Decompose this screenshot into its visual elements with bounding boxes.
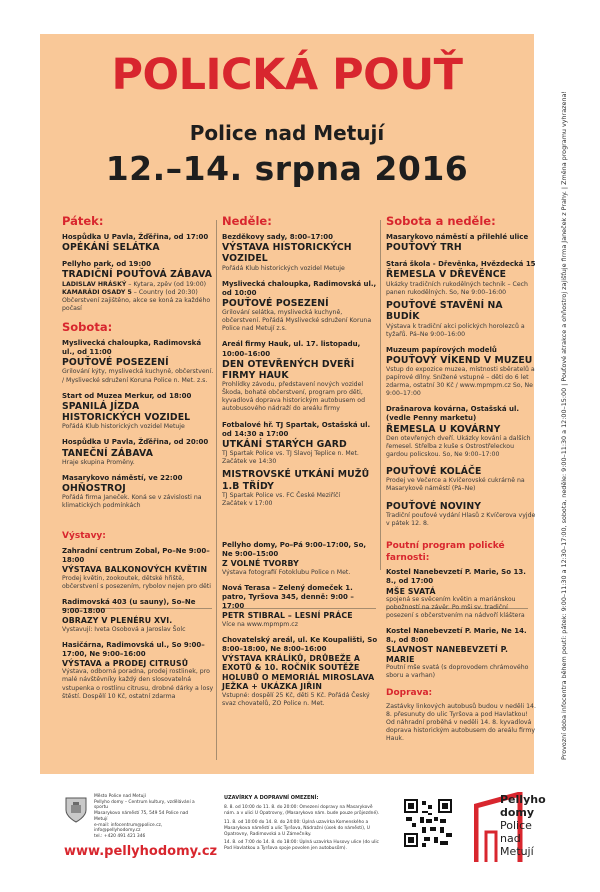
match-teams: TJ Spartak Police vs. FC České Meziříčí <box>222 491 341 499</box>
event-date: 12.–14. srpna 2016 <box>105 149 469 188</box>
event-name: UTKÁNÍ STARÝCH GARD <box>222 438 347 450</box>
event-location: Start od Muzea Merkur, od 18:00 <box>62 391 192 400</box>
column-weekend <box>386 214 536 744</box>
event-location: Zahradní centrum Zobal, Po–Ne 9:00–18:00 <box>62 547 210 565</box>
event-name: TANEČNÍ ZÁBAVA <box>62 447 153 459</box>
footer <box>0 782 600 892</box>
event-name: VÝSTAVA a PRODEJ CITRUSŮ <box>62 658 189 668</box>
event-item <box>62 641 216 701</box>
event-item <box>222 584 378 629</box>
event-description: Občerstvení zajištěno, akce se koná za každého počasí <box>62 296 211 312</box>
event-location: Stará škola - Dřevěnka, Hvězdecká 15 <box>386 260 536 269</box>
event-item <box>62 233 216 253</box>
match-teams: TJ Spartak Police vs. TJ Slavoj Teplice n. Met. <box>222 450 359 458</box>
event-item <box>62 339 216 385</box>
event-description: Výstava fotografií Fotoklubu Police n Met. <box>222 568 351 576</box>
event-location: Fotbalové hř. TJ Spartak, Ostašská ul. od 14:30 a 17:00 <box>222 420 371 438</box>
event-item <box>386 405 536 459</box>
event-description: Den otevřených dveří. Ukázky kování a dalších řemesel. Střelba z kuše s Ostrostřeleckou gardou policskou. So, Ne 9:00–17:00 <box>386 434 531 458</box>
event-description: Pořádá Klub historických vozidel Metuje <box>62 423 185 431</box>
event-name: OBRAZY V PLENÉRU XVI. <box>62 616 173 626</box>
event-item <box>62 474 216 511</box>
event-location: Pellyho park, od 19:00 <box>62 260 151 269</box>
event-name: POUŤOVÉ POSEZENÍ <box>222 297 329 309</box>
column-sunday <box>222 214 378 715</box>
event-item <box>386 346 536 399</box>
event-location: Nová Terasa – Zelený domeček 1. patro, Tyršova 345, denně: 9:00 – 17:00 <box>222 583 354 610</box>
event-name: ŘEMESLA U KOVÁRNY <box>386 423 501 435</box>
side-notice <box>548 40 568 760</box>
column-divider <box>380 220 381 570</box>
poster-background <box>40 34 534 774</box>
section-heading-transport: Doprava: <box>386 687 433 698</box>
event-location: Radimovská 403 (u sauny), So–Ne 9:00–18:00 <box>62 597 196 616</box>
event-description: Poutní mše svatá (s doprovodem chrámového sboru a varhan) <box>386 664 529 680</box>
event-description: spojená se svěcením květin a mariánskou pobožností na závěr. Po mši sv. tradiční posezení s občerstvením na nádvoří kláštera <box>386 596 525 620</box>
section-heading-saturday: Sobota: <box>62 320 113 335</box>
event-name: VÝSTAVA KRÁLÍKŮ, DRŮBEŽE A EXOTŮ & 10. ROČNÍK SOUTĚŽE HOLUBŮ O MEMORIÁL MIROSLAVA JEŽKA + UKÁZKA JIŘIN <box>222 653 375 692</box>
match-time: Začátek ve 14:30 <box>222 458 277 466</box>
event-name: PETR STIBRAL – LESNÍ PRÁCE <box>222 611 353 620</box>
event-description: Výstava, odborná poradna, prodej rostlinek, pro malé návštěvníky každý den slosovatelná vstupenka o rostlinu citrusu, drobné dárky a losy štěstí. Dospělí 10 Kč, ostatní zdarma <box>62 668 214 700</box>
qr-code-icon[interactable] <box>402 797 454 849</box>
event-name: ŘEMESLA V DŘEVĚNCE <box>386 269 507 281</box>
event-name: MŠE SVATÁ <box>386 586 436 596</box>
event-name: POUŤOVÝ VÍKEND V MUZEU <box>386 354 533 366</box>
event-description: Grilování kýty, myslivecká kuchyně, občerstvení. / Myslivecké sdružení Koruna Police n. Met. z.s. <box>62 368 214 384</box>
match-time: Začátek v 17:00 <box>222 499 273 507</box>
event-item <box>386 233 536 253</box>
event-description: Vstupné: dospělí 25 Kč, děti 5 Kč. Pořádá Český svaz chovatelů, ZO Police n. Met. <box>222 691 370 707</box>
event-name: SPANILÁ JÍZDA HISTORICKÝCH VOZIDEL <box>62 400 191 424</box>
section-heading-pilgrimage: Poutní program polické farnosti: <box>386 540 505 563</box>
road-closures: UZAVÍRKY A DOPRAVNÍ OMEZENÍ: 8. 8. od 10:00 do 11. 8. do 20:00: Omezení dopravy na Masarykově nám. a v ulici U Opatrovny, (Masarykovo nám. bude pouze průjezdné). 11. 8. od 10:00 do 14. 8. do 24:00: Úplná uzavírka Komenského a Masarykova náměstí a ulic Tyršova, Nádražní (úsek do náměstí), U Opatrovny, Radimovská a U Zámečníky. 14. 8. od 7:00 do 14. 8. do 18:00: Úplná uzavírka Husovy ulice (do ulic Pod Havlatkou a Tyršova spoje povolen jen autobusům). <box>224 795 382 852</box>
side-notice-text: Provozní doba infocentra během poutí: pátek: 9:00–11:30 a 12:30–17:00, sobota, neděle: 9:00–11:30 a 12:00–15:00 | Pouťové atrakce a ohňostroj zajišťuje firma Janeček z Prahy. | Změna programu vyhrazena! <box>560 91 568 760</box>
event-description: Tradiční pouťové vydání Hlasů z Kvíčerova vyjde v pátek 12. 8. <box>386 511 536 527</box>
column-friday-saturday <box>62 214 216 708</box>
event-description: Prohlídky závodu, představení nových vozidel Škoda, bohaté občerstvení, program pro děti, kyvadlová doprava historickým autobusem od autobusového nádraží do areálu firmy <box>222 381 365 413</box>
event-description: Více na www.mpmpm.cz <box>222 620 298 628</box>
event-description: Prodej květin, zookoutek, dětské hřiště, občerstvení s posezením, rybolov nejen pro děti <box>62 574 211 590</box>
event-location: Muzeum papírových modelů <box>386 345 497 354</box>
event-name: VÝSTAVA BALKONOVÝCH KVĚTIN <box>62 565 208 575</box>
event-location: Bezděkovy sady, 8:00–17:00 <box>222 232 333 241</box>
event-description: Vystavují: Iveta Osobová a Jaroslav Šolc <box>62 625 186 633</box>
section-heading-weekend: Sobota a neděle: <box>386 214 496 228</box>
event-item <box>62 260 216 313</box>
event-description: Pořádá firma Janeček. Koná se v závislosti na klimatických podmínkách <box>62 494 202 510</box>
event-item <box>386 568 536 620</box>
event-location: Kostel Nanebevzetí P. Marie, So 13. 8., od 17:00 <box>386 568 526 586</box>
event-location: Hospůdka U Pavla, Žďěřina, od 17:00 <box>62 232 209 241</box>
event-location: Chovatelský areál, ul. Ke Koupališti, So 8:00–18:00, Ne 8:00–16:00 <box>222 635 378 653</box>
event-name: MISTROVSKÉ UTKÁNÍ MUŽŮ 1.B TŘÍDY <box>222 469 370 492</box>
event-name: POUŤOVÉ STAVĚNÍ NA BUDÍK <box>386 299 503 323</box>
event-item <box>222 541 378 577</box>
event-name: DEN OTEVŘENÝCH DVEŘÍ FIRMY HAUK <box>222 358 355 381</box>
town-crest-icon <box>64 796 88 824</box>
event-description: Vstup do expozice muzea, místnosti sběratelů a papírové dílny. Snížené vstupné – děti do 6 let zdarma, ostatní 30 Kč / www.mpmpm.cz So, Ne 9:00–17:00 <box>386 366 535 398</box>
section-heading-sunday: Neděle: <box>222 214 272 228</box>
event-name: POUŤOVÉ NOVINY <box>386 500 482 512</box>
event-location: Myslivecká chaloupka, Radimovská ul., od 11:00 <box>62 338 202 357</box>
event-item <box>62 547 216 591</box>
event-item <box>222 421 378 508</box>
road-closures-heading: UZAVÍRKY A DOPRAVNÍ OMEZENÍ: <box>224 795 319 801</box>
event-name: SLAVNOST NANEBEVZETÍ P. MARIE <box>386 645 509 664</box>
event-item <box>222 636 378 708</box>
event-location: Drašnarova kovárna, Ostašská ul. (vedle Penny marketu) <box>386 405 520 423</box>
event-item <box>222 233 378 273</box>
event-name: OHŇOSTROJ <box>62 483 126 494</box>
event-location: Masarykovo náměstí, ve 22:00 <box>62 473 183 482</box>
event-location: Pellyho domy, Po–Pá 9:00–17:00, So, Ne 9:00–15:00 <box>222 540 367 559</box>
column-divider <box>216 220 217 760</box>
event-description: Prodej ve Večerce a Kvíčerovské cukrárně na Masarykově náměstí (Pá–Ne) <box>386 477 525 493</box>
event-name: POUŤOVÉ POSEZENÍ <box>62 357 169 369</box>
event-name: OPÉKÁNÍ SELÁTKA <box>62 242 160 254</box>
event-item <box>386 260 536 338</box>
website-link[interactable]: www.pellyhodomy.cz <box>64 844 218 859</box>
event-description: Grilování selátka, myslivecká kuchyně, občerstvení. Pořádá Myslivecké sdružení Koruna Police nad Metují z.s. <box>222 309 372 333</box>
event-item <box>386 501 536 528</box>
event-item <box>222 280 378 334</box>
performer-line: LADISLAV HRÁSKÝ – Kytara, zpěv (od 19:00) <box>62 280 207 288</box>
event-description: Hraje skupina Proměny. <box>62 458 135 466</box>
brand-name: Pellyho domy Police nad Metují <box>500 793 546 858</box>
event-item <box>62 598 216 634</box>
event-location: Areál firmy Hauk, ul. 17. listopadu, 10:00–16:00 <box>222 340 361 358</box>
event-name: Z VOLNÉ TVORBY <box>222 559 299 569</box>
event-item <box>386 466 536 493</box>
event-item <box>62 438 216 466</box>
event-name: VÝSTAVA HISTORICKÝCH VOZIDEL <box>222 242 352 265</box>
event-location: Masarykovo náměstí a přilehlé ulice <box>386 232 529 241</box>
performer-line: KAMARÁDI OSADY 5 – Country (od 20:30) <box>62 288 198 296</box>
section-heading-exhibitions: Výstavy: <box>62 531 106 542</box>
event-name: POUŤOVÝ TRH <box>386 242 462 254</box>
event-location: Kostel Nanebevzetí P. Marie, Ne 14. 8., od 8:00 <box>386 627 527 645</box>
town-subtitle: Police nad Metují <box>189 121 385 145</box>
event-item <box>222 340 378 413</box>
event-item <box>62 392 216 432</box>
event-location: Myslivecká chaloupka, Radimovská ul., od 10:00 <box>222 279 377 297</box>
page-title: POLICKÁ POUŤ <box>111 50 463 100</box>
section-heading-friday: Pátek: <box>62 214 104 228</box>
event-description: Ukázky tradičních rukodělných technik – Cech panen rukodělných. So, Ne 9:00–16:00 <box>386 280 528 296</box>
event-name: POUŤOVÉ KOLÁČE <box>386 466 482 478</box>
event-description: Pořádá Klub historických vozidel Metuje <box>222 264 345 272</box>
event-item <box>386 627 536 680</box>
transport-notice: Zastávky linkových autobusů budou v neděli 14. 8. přesunuty do ulic Tyršova a pod Havlatkou! Od náhradní proběhá v neděli 14. 8. kyvadlová doprava historickým autobusem do areálu firmy Hauk. <box>386 703 536 743</box>
event-description: Výstava k tradiční akci polických horolezců a tyžařů. Pá–Ne 9:00–16:00 <box>386 322 525 338</box>
town-contact: Město Police nad Metují Pellyho domy – Centrum kultury, vzdělávání a sportu Masarykovo náměstí 75, 549 54 Police nad Metují e-mail: infocentrum@police.cz, info@pellyhodomy.cz tel.: +420 491 421 346 <box>94 794 195 840</box>
event-name: TRADIČNÍ POUŤOVÁ ZÁBAVA <box>62 269 213 281</box>
event-location: Hasičárna, Radimovská ul., So 9:00–17:00, Ne 9:00–16:00 <box>62 640 205 658</box>
event-location: Hospůdka U Pavla, Žďěřina, od 20:00 <box>62 438 209 447</box>
